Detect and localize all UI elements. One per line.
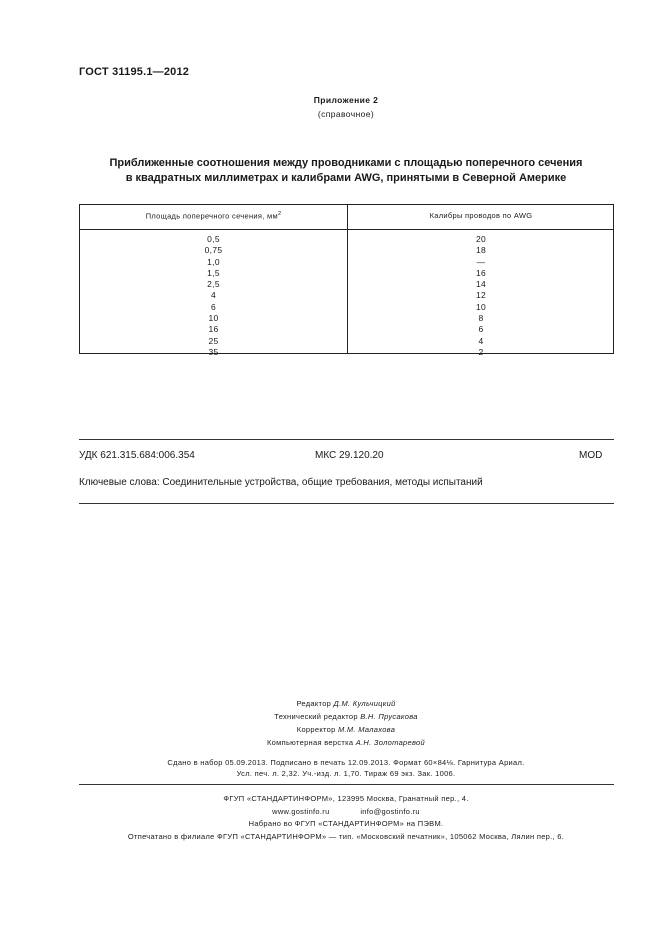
header-area-label: Площадь поперечного сечения, мм [145,211,278,221]
layout-line [0,736,661,749]
table-cell-awg: 4 [478,335,484,346]
print-line-1: Сдано в набор 05.09.2013. Подписано в печать 12.09.2013. Формат 60×84⅛. Гарнитура Ариал. [167,758,525,767]
printed-note: Отпечатано в филиале ФГУП «СТАНДАРТИНФОРМ» — тип. «Московский печатник», 105062 Москва, Лялин пер., 6. [127,831,565,841]
table-cell-awg: — [476,256,486,267]
typeset-note: Набрано во ФГУП «СТАНДАРТИНФОРМ» на ПЭВМ. [248,819,444,828]
publisher-website[interactable]: www.gostinfo.ru [272,806,330,816]
editor-line [0,697,661,710]
publisher-email[interactable]: info@gostinfo.ru [360,806,420,816]
standard-number: ГОСТ 31195.1—2012 [79,66,190,78]
table-cell-area: 0,75 [204,245,223,256]
table-cell-area: 1,5 [207,267,220,278]
publisher-contacts [0,806,661,819]
table-cell-awg: 12 [475,290,487,301]
table-cell-area: 35 [208,346,219,357]
awg-column [348,234,614,358]
table-cell-awg: 14 [475,279,487,290]
table-cell-awg: 8 [478,313,484,324]
header-area-unit-exponent: 2 [277,211,282,217]
print-details [0,757,661,779]
table-cell-area: 0,5 [207,234,220,244]
mod-label: MOD [579,450,603,461]
table-title-line-1: Приближенные соотношения между проводниками с площадью поперечного сечения [109,157,583,169]
tech-editor-line [0,710,661,723]
keywords: Ключевые слова: Соединительные устройства, общие требования, методы испытаний [79,477,483,488]
corrector-role: Корректор [296,725,336,734]
corrector-name: М.М. Малахова [337,725,396,734]
table-cell-area: 2,5 [207,279,220,290]
tech-editor-role: Технический редактор [274,712,358,721]
header-area [80,211,347,221]
print-line-2: Усл. печ. л. 2,32. Уч.-изд. л. 1,70. Тираж 69 экз. Зак. 1006. [236,769,456,778]
divider-bottom [79,784,614,785]
table-cell-awg: 6 [478,324,484,335]
udk-code: УДК 621.315.684:006.354 [79,450,195,461]
editor-role: Редактор [296,699,332,708]
table-cell-awg: 20 [475,234,487,244]
table-cell-awg: 2 [478,346,484,357]
divider-middle [79,503,614,504]
header-divider [80,229,613,230]
table-title-line-2: в квадратных миллиметрах и калибрами AWG, принятыми в Северной Америке [125,172,567,184]
table-cell-area: 1,0 [207,256,220,267]
table-cell-area: 4 [210,290,217,301]
table-cell-area: 25 [208,335,219,346]
publisher-block [0,793,661,843]
appendix-type: (справочное) [317,109,375,119]
table-cell-area: 6 [210,301,217,312]
tech-editor-name: В.Н. Прусакова [360,712,418,721]
layout-role: Компьютерная верстка [267,738,354,747]
header-awg: Калибры проводов по AWG [429,211,533,220]
table-cell-area: 16 [208,324,219,335]
editor-name: Д.М. Кульчицкий [333,699,396,708]
publisher-address: ФГУП «СТАНДАРТИНФОРМ», 123995 Москва, Гранатный пер., 4. [223,794,469,803]
table-cell-area: 10 [208,313,219,324]
layout-name: А.Н. Золотаревой [355,738,425,747]
mks-code: МКС 29.120.20 [315,450,384,461]
conversion-table [79,204,614,357]
area-column [80,234,347,358]
table-cell-awg: 18 [475,245,487,256]
divider-top [79,439,614,440]
table-cell-awg: 10 [475,301,487,312]
corrector-line [0,723,661,736]
credits-block [0,697,661,749]
table-cell-awg: 16 [475,267,487,278]
appendix-label: Приложение 2 [313,95,379,105]
